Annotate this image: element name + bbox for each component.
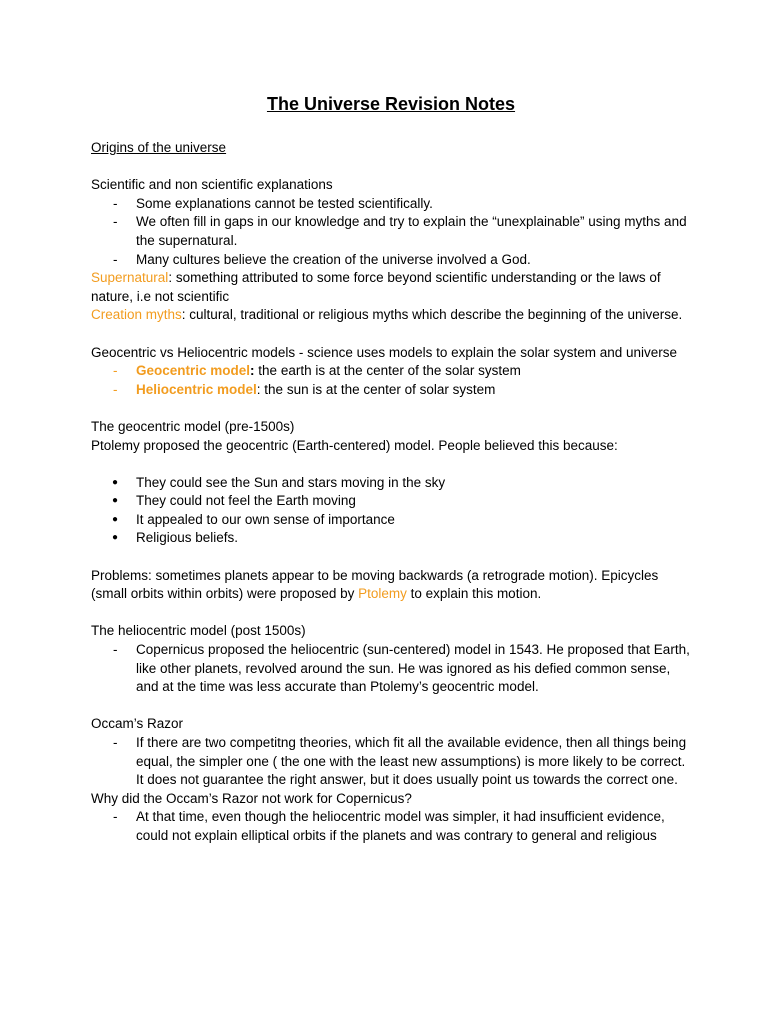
problems-paragraph: Problems: sometimes planets appear to be moving backwards (a retrograde motion). Epicycles (small orbits within orbits) were proposed by Ptolemy to explain this motion. [91, 567, 659, 602]
ptolemy-intro: Ptolemy proposed the geocentric (Earth-centered) model. People believed this because: [91, 437, 618, 453]
bullet-marker: ● [112, 476, 119, 488]
models-list [91, 362, 691, 399]
ptolemy-term: Ptolemy [358, 586, 407, 602]
heliocentric-heading: The heliocentric model (post 1500s) [91, 623, 306, 639]
dash-marker: - [113, 251, 118, 267]
list-item: - Copernicus proposed the heliocentric (sun-centered) model in 1543. He proposed that Earth, like other planets, revolved around the sun. He was ignored as his defied common sense, and at the time was less accurate than Ptolemy’s geocentric model. [113, 642, 690, 695]
helio-list [91, 641, 691, 697]
dash-marker: - [113, 809, 118, 825]
spacer [91, 399, 691, 418]
sci-list [91, 195, 691, 269]
heliocentric-term: Heliocentric model [136, 381, 257, 397]
dash-marker: - [113, 363, 118, 379]
bullet-marker: ● [112, 495, 119, 507]
bullet-marker: ● [112, 513, 119, 525]
list-item: - Heliocentric model: the sun is at the center of solar system [91, 381, 691, 400]
list-item: - Geocentric model: the earth is at the center of the solar system [91, 362, 691, 381]
spacer [91, 697, 691, 716]
list-item: - If there are two competitng theories, which fit all the available evidence, then all things being equal, the simpler one ( the one with the least new assumptions) is more likely to be correct. It does not guarantee the right answer, but it does usually point us towards the correct one. [113, 735, 687, 788]
copernicus-list [91, 808, 691, 845]
supernatural-definition: Supernatural: something attributed to some force beyond scientific understanding or the laws of nature, i.e not scientific [91, 270, 661, 304]
origins-heading: Origins of the universe [91, 140, 227, 155]
line: could not explain elliptical orbits if the planets and was contrary to general and religious [136, 827, 657, 843]
geo-vs-helio-text: Geocentric vs Heliocentric models - science uses models to explain the solar system and universe [91, 344, 678, 360]
list-item: ● They could not feel the Earth moving [91, 492, 691, 511]
list-item: - We often fill in gaps in our knowledge and try to explain the “unexplainable” using myths and the supernatural. [113, 214, 687, 248]
line: At that time, even though the heliocentric model was simpler, it had insufficient evidence, [136, 809, 665, 825]
list-item: ● They could see the Sun and stars moving in the sky [91, 474, 691, 493]
occam-question: Why did the Occam’s Razor not work for Copernicus? [91, 790, 412, 806]
spacer [91, 325, 691, 344]
geocentric-heading: The geocentric model (pre-1500s) [91, 418, 295, 434]
occam-heading: Occam’s Razor [91, 716, 184, 732]
dash-marker: - [113, 195, 118, 211]
list-item [91, 808, 691, 845]
creation-myths-definition: Creation myths: cultural, traditional or religious myths which describe the beginning of the universe. [91, 307, 683, 323]
supernatural-term: Supernatural [91, 270, 169, 286]
creation-term: Creation myths [91, 307, 182, 323]
dash-marker: - [113, 381, 118, 397]
dash-marker: - [113, 214, 118, 230]
dash-marker: - [113, 642, 118, 658]
spacer [91, 158, 691, 177]
bullet-marker: ● [112, 532, 119, 544]
geocentric-term: Geocentric model [136, 363, 251, 379]
list-item: ● Religious beliefs. [91, 529, 691, 548]
dash-marker: - [113, 735, 118, 750]
list-item: - Many cultures believe the creation of the universe involved a God. [91, 251, 691, 270]
list-item: - Some explanations cannot be tested scientifically. [91, 195, 691, 214]
sci-heading: Scientific and non scientific explanations [91, 177, 333, 193]
document-page [91, 91, 691, 846]
list-item: ● It appealed to our own sense of importance [91, 511, 691, 530]
spacer [91, 548, 691, 567]
document-title: The Universe Revision Notes [266, 94, 516, 114]
spacer [91, 604, 691, 623]
spacer [91, 455, 691, 474]
reasons-list [91, 474, 691, 548]
occam-list [91, 734, 691, 790]
